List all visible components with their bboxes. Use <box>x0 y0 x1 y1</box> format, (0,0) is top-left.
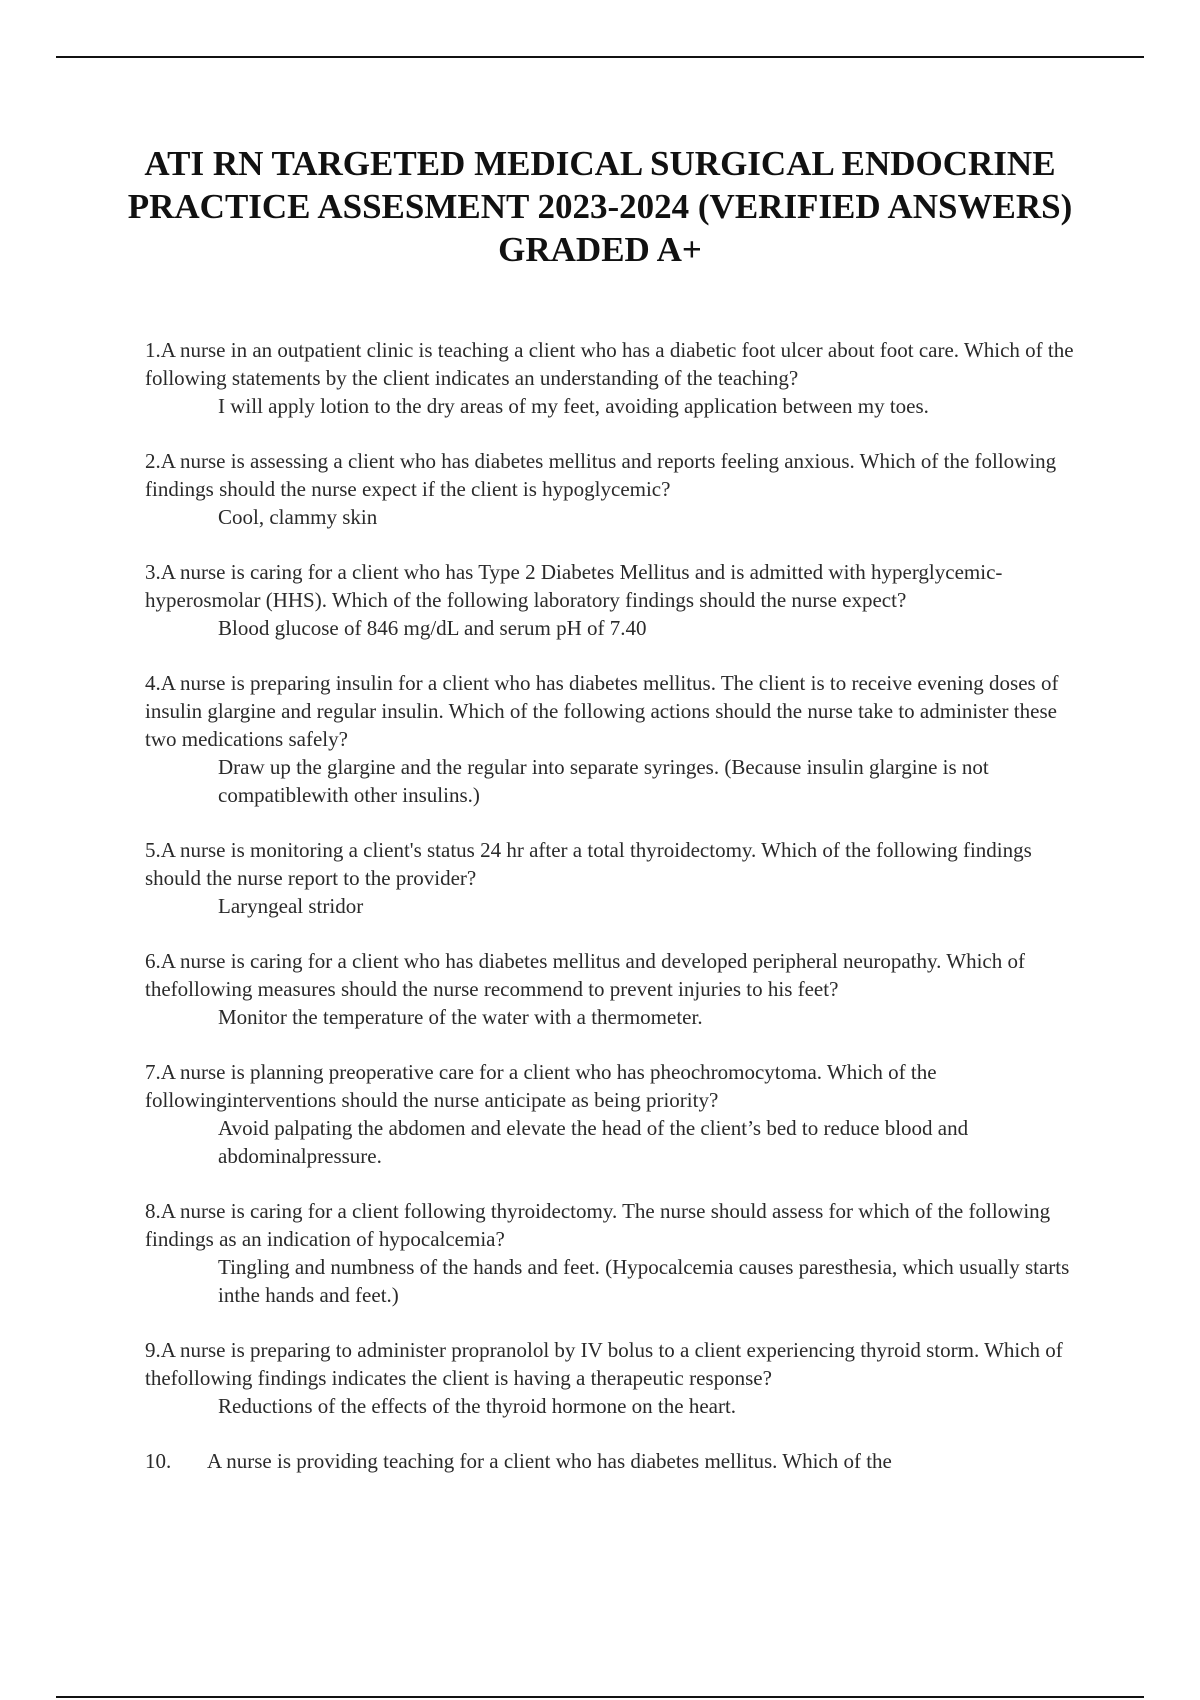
answer-text: Reductions of the effects of the thyroid hormone on the heart. <box>218 1394 737 1418</box>
question-number: 8. <box>145 1199 161 1223</box>
question-text <box>145 558 1090 614</box>
question-body: A nurse is caring for a client who has Type 2 Diabetes Mellitus and is admitted with hyperglycemic-hyperosmolar (HHS). Which of the following laboratory findings should the nurse expect? <box>145 560 1003 612</box>
question-item <box>145 669 1090 809</box>
question-body: A nurse is planning preoperative care for a client who has pheochromocytoma. Which of the followinginterventions should the nurse anticipate as being priority? <box>145 1060 937 1112</box>
question-number: 7. <box>145 1060 161 1084</box>
question-number: 4. <box>145 671 161 695</box>
question-item <box>145 947 1090 1031</box>
bottom-rule <box>56 1696 1144 1698</box>
question-text <box>145 447 1090 503</box>
question-item <box>145 447 1090 531</box>
question-body: A nurse is caring for a client following thyroidectomy. The nurse should assess for which of the following findings as an indication of hypocalcemia? <box>145 1199 1051 1251</box>
question-item <box>145 1447 1090 1475</box>
question-number: 5. <box>145 838 161 862</box>
question-body: A nurse is assessing a client who has diabetes mellitus and reports feeling anxious. Which of the following findings should the nurse expect if the client is hypoglycemic? <box>145 449 1057 501</box>
question-number: 2. <box>145 449 161 473</box>
answer-text: Blood glucose of 846 mg/dL and serum pH of 7.40 <box>218 616 647 640</box>
question-text <box>145 1447 1090 1475</box>
question-item <box>145 836 1090 920</box>
question-number: 10. <box>145 1449 172 1473</box>
question-body: A nurse is preparing to administer propranolol by IV bolus to a client experiencing thyroid storm. Which of thefollowing findings indicates the client is having a therapeutic response? <box>145 1338 1063 1390</box>
answer-text: Draw up the glargine and the regular into separate syringes. (Because insulin glargine is not compatiblewith other insulins.) <box>218 755 989 807</box>
question-body: A nurse is preparing insulin for a client who has diabetes mellitus. The client is to receive evening doses of insulin glargine and regular insulin. Which of the following actions should the nurse take to administer these two medications safely? <box>145 671 1059 751</box>
answer-text: Monitor the temperature of the water with a thermometer. <box>218 1005 703 1029</box>
question-item <box>145 336 1090 420</box>
question-number: 6. <box>145 949 161 973</box>
question-text <box>145 669 1090 753</box>
question-text <box>145 336 1090 392</box>
question-body: A nurse is providing teaching for a client who has diabetes mellitus. Which of the <box>207 1449 892 1473</box>
question-text <box>145 1058 1090 1114</box>
answer-text: Tingling and numbness of the hands and feet. (Hypocalcemia causes paresthesia, which usually starts inthe hands and feet.) <box>218 1255 1070 1307</box>
question-list <box>145 336 1090 1502</box>
question-number: 1. <box>145 338 161 362</box>
question-item <box>145 1197 1090 1309</box>
question-item <box>145 1336 1090 1420</box>
answer-text: Laryngeal stridor <box>218 894 364 918</box>
question-text <box>145 947 1090 1003</box>
answer-text: I will apply lotion to the dry areas of my feet, avoiding application between my toes. <box>218 394 929 418</box>
question-number: 3. <box>145 560 161 584</box>
document-title: ATI RN TARGETED MEDICAL SURGICAL ENDOCRINE PRACTICE ASSESMENT 2023-2024 (VERIFIED ANSWERS) GRADED A+ <box>127 144 1073 269</box>
answer-text: Avoid palpating the abdomen and elevate the head of the client’s bed to reduce blood and abdominalpressure. <box>218 1116 969 1168</box>
question-text <box>145 836 1090 892</box>
question-number: 9. <box>145 1338 161 1362</box>
answer-text: Cool, clammy skin <box>218 505 378 529</box>
top-rule <box>56 56 1144 58</box>
question-body: A nurse is caring for a client who has diabetes mellitus and developed peripheral neuropathy. Which of thefollowing measures should the nurse recommend to prevent injuries to his feet? <box>145 949 1025 1001</box>
question-text <box>145 1336 1090 1392</box>
question-body: A nurse is monitoring a client's status 24 hr after a total thyroidectomy. Which of the following findings should the nurse report to the provider? <box>145 838 1032 890</box>
question-body: A nurse in an outpatient clinic is teaching a client who has a diabetic foot ulcer about foot care. Which of the following statements by the client indicates an understanding of the teaching? <box>145 338 1074 390</box>
question-item <box>145 1058 1090 1170</box>
question-text <box>145 1197 1090 1253</box>
question-item <box>145 558 1090 642</box>
